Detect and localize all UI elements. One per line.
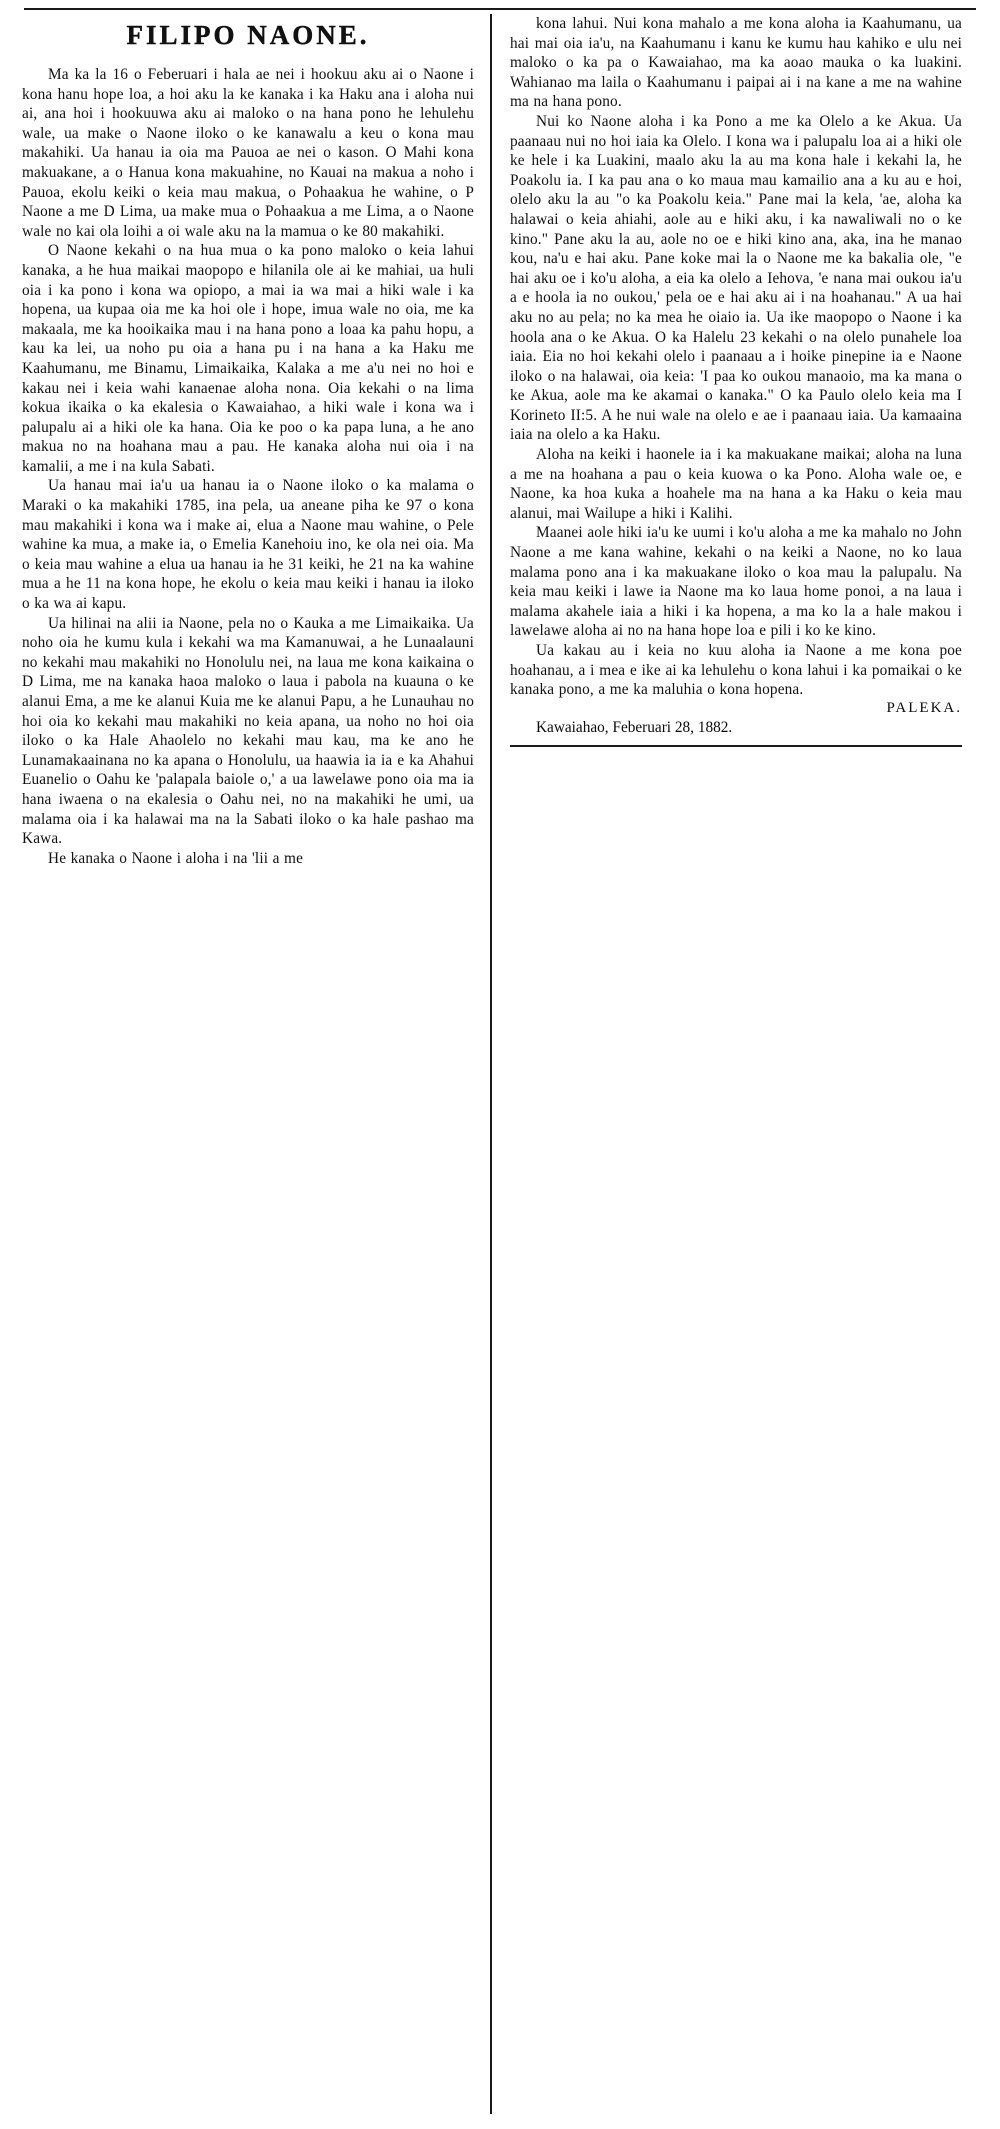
paragraph: Maanei aole hiki ia'u ke uumi i ko'u aloha a me ka mahalo no John Naone a me kana wahine, kekahi o na keiki a Naone, no ko laua malama pono ana i ka makuakane iloko o koa mau la palupalu. Na keia mau keiki i lawe ia Naone ma ko laua home ponoi, a na laua i malama akahele iaia a hiki i ka hopena, a ma ko la a hale makou i lawelawe aloha ai no na hana hope loa e pili i ko ke kino.	[510, 524, 962, 640]
paragraph: Ua hilinai na alii ia Naone, pela no o Kauka a me Limaikaika. Ua noho oia he kumu kula i kekahi wa ma Kamanuwai, a he Lunaalauni no kekahi mau makahiki no Honolulu nei, na laua me kona kaikaina o D Lima, me na kanaka haoa maloko o laua i pabola na kuauna o ke alanui Ema, a me ke alanui Kuia me ke alanui Papu, a he Lunauhau no hoi oia ko kekahi mau makahiki no keia apana, ua noho no hoi oia iloko o ka Hale Ahaolelo no kekahi mau kau, ma ke ano he Lunamakaainana no ka apana o Honolulu, ua haawia ia ia e ka Ahahui Euanelio o Oahu ke 'palapala baiole o,' a ua lawelawe pono oia ma ia hana iwaena o na ekalesia o Oahu nei, no na makahiki he umi, ua malama oia i ka halawai ma na la Sabati iloko o ka hale pashao ma Kawa.	[22, 614, 474, 848]
paragraph: Aloha na keiki i haonele ia i ka makuakane maikai; aloha na luna a me na hoahana a pau o keia kuowa o ka Pono. Aloha wale oe, e Naone, ka hoa kuka a hoahele ma na hana a ka Haku o keia mau alanui, mai Wailupe a hiki i Kalihi.	[510, 446, 962, 522]
top-rule	[24, 8, 976, 10]
paragraph: Ua hanau mai ia'u ua hanau ia o Naone iloko o ka malama o Maraki o ka makahiki 1785, ina pela, ua aneane piha ke 97 o kona mau makahiki i kona wa i make ai, elua a Naone mau wahine, o Pele wahine ka mua, a make ia, o Emelia Kanehoiu ino, ke ola nei oia. Ma o keia mau wahine a elua ua hanau ia he 31 keiki, he 21 na ka wahine mua a he 11 na kona hope, he ekolu o keia mau keiki i hanau ia iloko o ka wa ai kapu.	[22, 477, 474, 613]
paragraph: He kanaka o Naone i aloha i na 'lii a me	[48, 849, 304, 867]
article-columns	[22, 14, 978, 2114]
paragraph: O Naone kekahi o na hua mua o ka pono maloko o keia lahui kanaka, a he hua maikai maopopo e hilanila ole ai ke mahiai, ua huli oia i ka pono i kona wa opiopo, a mai ia wa mai a hiki wale i ka hopena, ua kupaa oia me ka hoi ole i hope, imua wale no oia, me ka makaala, me ka hooikaika mau i na hana pono a loaa ka pahu hopu, a kau ka lei, ua noho pu oia a hana pu i na hana a ka Haku me Kaahumanu, me Binamu, Limaikaika, Kalaka a me a'u nei no hoi e kakau nei i keia wahi kanaenae aloha nona. Oia kekahi o na lima kokua ikaika o ka ekalesia o Kawaiahao, a hiki wale i kona wa i palupalu ai a hiki ole ka hana. Oia ke poo o ka papa luna, a he ano makua no na hoahana mau a pau. He kanaka aloha nui oia i na kamalii, a me i na kula Sabati.	[22, 242, 474, 475]
paragraph: Ma ka la 16 o Feberuari i hala ae nei i hookuu aku ai o Naone i kona hanu hope loa, a hoi aku la ke kanaka i ka Haku ana i aloha nui ai, ana hoi i hookuuwa aku ai maloko o na hana pono he lehulehu wale, ua make o Naone iloko o ke kanawalu a keu o kona mau makahiki. Ua hanau ia oia ma Pauoa ae nei o kason. O Mahi kona makuakane, a o Hanua kona makuahine, no Kauai na makua a noho i Pauoa, ekolu keiki o keia mau makua, o Pohaakua he wahine, o P Naone a me D Lima, ua make mua o Pohaakua a me Lima, a o Naone wale no kai ola loihi a oi wale aku na la mamua o ke 80 makahiki.	[22, 66, 474, 240]
paragraph: kona lahui. Nui kona mahalo a me kona aloha ia Kaahumanu, ua hai mai oia ia'u, na Kaahumanu i kanu ke kumu hau kahiko e ulu nei maloko o ka pa o Kawaiahao, ma ka aoao mauka o ka luakini. Wahianao ma laila o Kaahumanu i paipai ai i na kane a me na wahine ma na hana pono.	[510, 15, 962, 111]
paragraph: Nui ko Naone aloha i ka Pono a me ka Olelo a ke Akua. Ua paanaau nui no hoi iaia ka Olelo. I kona wa i palupalu loa ai a hiki ole ke hele i ka Luakini, maalo aku la au ma kona hale i kekahi la, he Poakolu ia. I ka pau ana o ko maua mau kamailio ana a ku au e hoi, olelo aku la au "o ka Poakolu keia." Pane mai la kela, 'ae, aloha ka halawai o keia ahiahi, aole au e hiki aku, i ka nawaliwali no o ke kino." Pane aku la au, aole no oe e hiki kino ana, aka, ina he manao kou, na'u e hai aku. Pane koke mai la o Naone me ka bakalia ole, "e hai aku oe i ko'u aloha, a eia ka olelo a Iehova, 'e nana mai oukou ia'u a e hoola ia no oukou,' pela oe e hai aku ai i na hoahanau." A ua hai aku no au pela; no ka mea he oiaio ia. Ua ike maopopo o Naone i ka hoola ana o ke Akua. O ka Halelu 23 kekahi o na olelo punahele loa iaia. Eia no hoi kekahi olelo i paanaau a i hoike pinepine ia e Naone iloko o na halawai, oia keia: 'I paa ko oukou manaoio, ma ka mana o ke Akua, aole ma ke akamai o kanaka." O ka Paulo olelo keia ma I Korineto II:5. A he nui wale na olelo e ae i paanaau iaia. Ua kamaaina iaia na olelo a ka Haku.	[510, 112, 962, 444]
article-headline: FILIPO NAONE.	[126, 20, 370, 50]
right-column	[492, 14, 962, 2114]
bottom-rule	[510, 745, 962, 747]
paragraph: Ua kakau au i keia no kuu aloha ia Naone a me kona poe hoahanau, a i mea e ike ai ka lehulehu o kona lahui i ka pomaikai o ke kanaka pono, a me ka maluhia o kona hopena.	[510, 642, 962, 699]
left-column	[22, 14, 492, 2114]
article-dateline: Kawaiahao, Feberuari 28, 1882.	[536, 718, 733, 736]
article-signature: PALEKA.	[886, 699, 962, 716]
